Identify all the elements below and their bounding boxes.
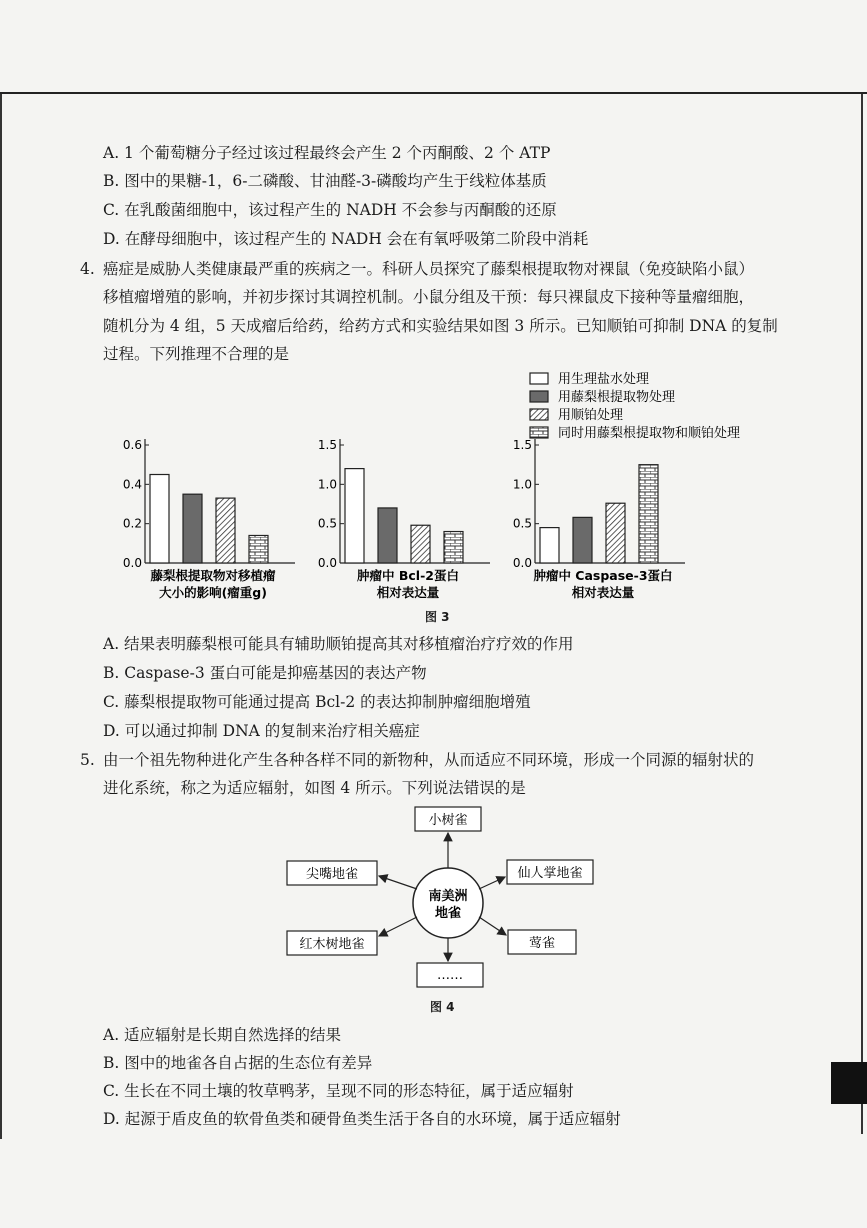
figure-3-caption: 图 3 <box>425 610 450 624</box>
node-label: 尖嘴地雀 <box>305 867 359 882</box>
node-label: 莺雀 <box>528 936 556 951</box>
y-tick-label: 1.0 <box>317 477 337 492</box>
figure-4-diagram <box>280 800 610 1000</box>
q5-option-a: A. 适应辐射是长期自然选择的结果 <box>103 1026 342 1044</box>
y-tick-label: 0.4 <box>122 477 142 492</box>
bar <box>216 498 235 563</box>
bar <box>249 535 268 563</box>
q5-stem-line: 由一个祖先物种进化产生各种各样不同的新物种，从而适应不同环境，形成一个同源的辐射状的 <box>103 751 755 769</box>
bar <box>378 508 397 563</box>
figure-3-charts <box>100 435 780 605</box>
q4-option-c: C. 藤梨根提取物可能通过提高 Bcl-2 的表达抑制肿瘤细胞增殖 <box>103 693 531 711</box>
node-label: 仙人掌地雀 <box>517 866 583 881</box>
bar <box>345 469 364 563</box>
bar <box>183 494 202 563</box>
q5-option-d: D. 起源于盾皮鱼的软骨鱼类和硬骨鱼类生活于各自的水环境，属于适应辐射 <box>103 1110 621 1128</box>
legend-label: 同时用藤梨根提取物和顺铂处理 <box>558 426 741 441</box>
q4-stem-line: 癌症是威胁人类健康最严重的疾病之一。科研人员探究了藤梨根提取物对裸鼠（免疫缺陷小鼠） <box>103 260 755 278</box>
arrow-left-top <box>379 876 417 889</box>
legend-swatch-blank <box>530 373 548 384</box>
q3-option-b: B. 图中的果糖-1，6-二磷酸、甘油醛-3-磷酸均产生于线粒体基质 <box>103 172 547 190</box>
center-label: 地雀 <box>434 906 462 921</box>
q4-stem-line: 随机分为 4 组，5 天成瘤后给药，给药方式和实验结果如图 3 所示。已知顺铂可抑制 DNA 的复制 <box>103 317 778 335</box>
q5-number: 5. <box>80 751 95 769</box>
q4-number: 4. <box>80 260 95 278</box>
bar <box>639 465 658 563</box>
x-axis-label: 相对表达量 <box>376 585 440 600</box>
node-label: …… <box>437 968 463 983</box>
node-label: 小树雀 <box>428 813 468 828</box>
bar <box>150 475 169 564</box>
arrow-left-bottom <box>379 917 417 936</box>
page-edge-marker <box>831 1062 867 1104</box>
chart-panel <box>318 438 490 600</box>
q5-option-c: C. 生长在不同土壤的牧草鸭茅，呈现不同的形态特征，属于适应辐射 <box>103 1082 574 1100</box>
q4-option-a: A. 结果表明藤梨根可能具有辅助顺铂提高其对移植瘤治疗疗效的作用 <box>103 635 574 653</box>
q5-stem-line: 进化系统，称之为适应辐射，如图 4 所示。下列说法错误的是 <box>103 779 526 797</box>
x-axis-label: 藤梨根提取物对移植瘤 <box>150 568 276 583</box>
y-tick-label: 0.2 <box>122 516 142 531</box>
legend-swatch-gray <box>530 391 548 402</box>
y-tick-label: 0.5 <box>512 516 532 531</box>
y-tick-label: 0.0 <box>122 556 142 570</box>
q4-stem-line: 过程。下列推理不合理的是 <box>103 345 290 363</box>
legend-item-extract <box>530 389 675 405</box>
legend-item-saline <box>530 371 649 387</box>
x-axis-label: 肿瘤中 Bcl-2蛋白 <box>357 568 459 583</box>
x-axis-label: 大小的影响(瘤重g) <box>159 585 267 600</box>
bar <box>540 528 559 563</box>
y-tick-label: 1.5 <box>512 438 532 452</box>
y-tick-label: 0.0 <box>512 556 532 570</box>
legend-label: 用藤梨根提取物处理 <box>558 390 676 405</box>
center-label: 南美洲 <box>428 889 468 904</box>
bar <box>606 503 625 563</box>
x-axis-label: 相对表达量 <box>571 585 635 600</box>
y-tick-label: 1.5 <box>317 438 337 452</box>
y-tick-label: 0.0 <box>317 556 337 570</box>
chart-panel <box>123 438 295 600</box>
y-tick-label: 0.6 <box>122 438 142 452</box>
q4-option-d: D. 可以通过抑制 DNA 的复制来治疗相关癌症 <box>103 722 420 740</box>
arrow-right-top <box>479 877 505 889</box>
legend-label: 用顺铂处理 <box>558 408 624 423</box>
q4-option-b: B. Caspase-3 蛋白可能是抑癌基因的表达产物 <box>103 664 427 682</box>
figure-4-caption: 图 4 <box>430 1000 455 1014</box>
bar <box>411 525 430 563</box>
arrow-right-bottom <box>479 917 506 935</box>
y-tick-label: 0.5 <box>317 516 337 531</box>
page-left-border <box>0 94 2 1139</box>
q3-option-d: D. 在酵母细胞中，该过程产生的 NADH 会在有氧呼吸第二阶段中消耗 <box>103 230 589 248</box>
page-right-border <box>861 94 863 1134</box>
legend-swatch-hatch <box>530 409 548 420</box>
q4-stem-line: 移植瘤增殖的影响，并初步探讨其调控机制。小鼠分组及干预：每只裸鼠皮下接种等量瘤细胞， <box>103 288 755 306</box>
chart-legend <box>528 368 788 444</box>
y-tick-label: 1.0 <box>512 477 532 492</box>
legend-item-cisplatin <box>530 407 623 423</box>
q3-option-a: A. 1 个葡萄糖分子经过该过程最终会产生 2 个丙酮酸、2 个 ATP <box>103 144 551 162</box>
bar <box>444 532 463 563</box>
legend-label: 用生理盐水处理 <box>558 372 650 387</box>
q3-option-c: C. 在乳酸菌细胞中，该过程产生的 NADH 不会参与丙酮酸的还原 <box>103 201 557 219</box>
q5-option-b: B. 图中的地雀各自占据的生态位有差异 <box>103 1054 373 1072</box>
bar <box>573 517 592 563</box>
node-label: 红木树地雀 <box>299 937 365 952</box>
x-axis-label: 肿瘤中 Caspase-3蛋白 <box>533 568 673 583</box>
chart-panel <box>513 438 685 600</box>
